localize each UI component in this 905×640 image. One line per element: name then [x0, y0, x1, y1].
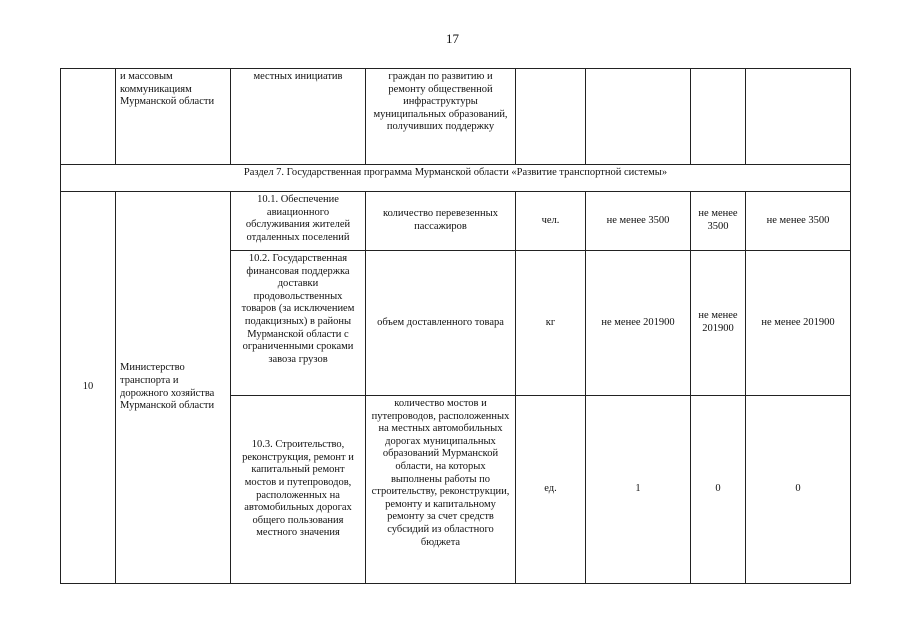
subsidy-cell: 10.2. Государственная финансовая поддержка доставки продовольственных товаров (за исключением подакцизных) в районы Мурманской области с ограниченными сроками завоза грузов [231, 251, 366, 396]
value-cell: не менее 201900 [691, 251, 746, 396]
value-cell [746, 69, 851, 165]
continuation-row [61, 69, 851, 165]
value-cell: не менее 3500 [691, 192, 746, 251]
value-cell: не менее 3500 [746, 192, 851, 251]
agency-cell: и массовым коммуникациям Мурманской области [116, 69, 231, 165]
value-cell [586, 69, 691, 165]
indicator-cell: количество перевезенных пассажиров [366, 192, 516, 251]
unit-cell [516, 69, 586, 165]
indicators-table [60, 68, 851, 584]
section-title: Раздел 7. Государственная программа Мурманской области «Развитие транспортной системы» [61, 165, 851, 192]
unit-cell: чел. [516, 192, 586, 251]
value-cell: 1 [586, 396, 691, 584]
unit-cell: кг [516, 251, 586, 396]
indicator-cell: количество мостов и путепроводов, расположенных на местных автомобильных дорогах муниципальных образований Мурманской области, на которых выполнены работы по строительству, реконструкции, ремонту и капитальному ремонту за счет средств субсидий из областного бюджета [366, 396, 516, 584]
table-row [61, 192, 851, 251]
value-cell: не менее 201900 [746, 251, 851, 396]
value-cell: не менее 3500 [586, 192, 691, 251]
page-number: 17 [446, 31, 459, 46]
section-row [61, 165, 851, 192]
indicator-cell: граждан по развитию и ремонту общественной инфраструктуры муниципальных образований, получивших поддержку [366, 69, 516, 165]
value-cell [691, 69, 746, 165]
group-number: 10 [61, 192, 116, 584]
subsidy-cell: местных инициатив [231, 69, 366, 165]
subsidy-cell: 10.3. Строительство, реконструкция, ремонт и капитальный ремонт мостов и путепроводов, расположенных на автомобильных дорогах общего пользования местного значения [231, 396, 366, 584]
unit-cell: ед. [516, 396, 586, 584]
group-agency: Министерство транспорта и дорожного хозяйства Мурманской области [116, 192, 231, 584]
value-cell: не менее 201900 [586, 251, 691, 396]
subsidy-cell: 10.1. Обеспечение авиационного обслуживания жителей отдаленных поселений [231, 192, 366, 251]
indicator-cell: объем доставленного товара [366, 251, 516, 396]
value-cell: 0 [691, 396, 746, 584]
value-cell: 0 [746, 396, 851, 584]
number-cell [61, 69, 116, 165]
